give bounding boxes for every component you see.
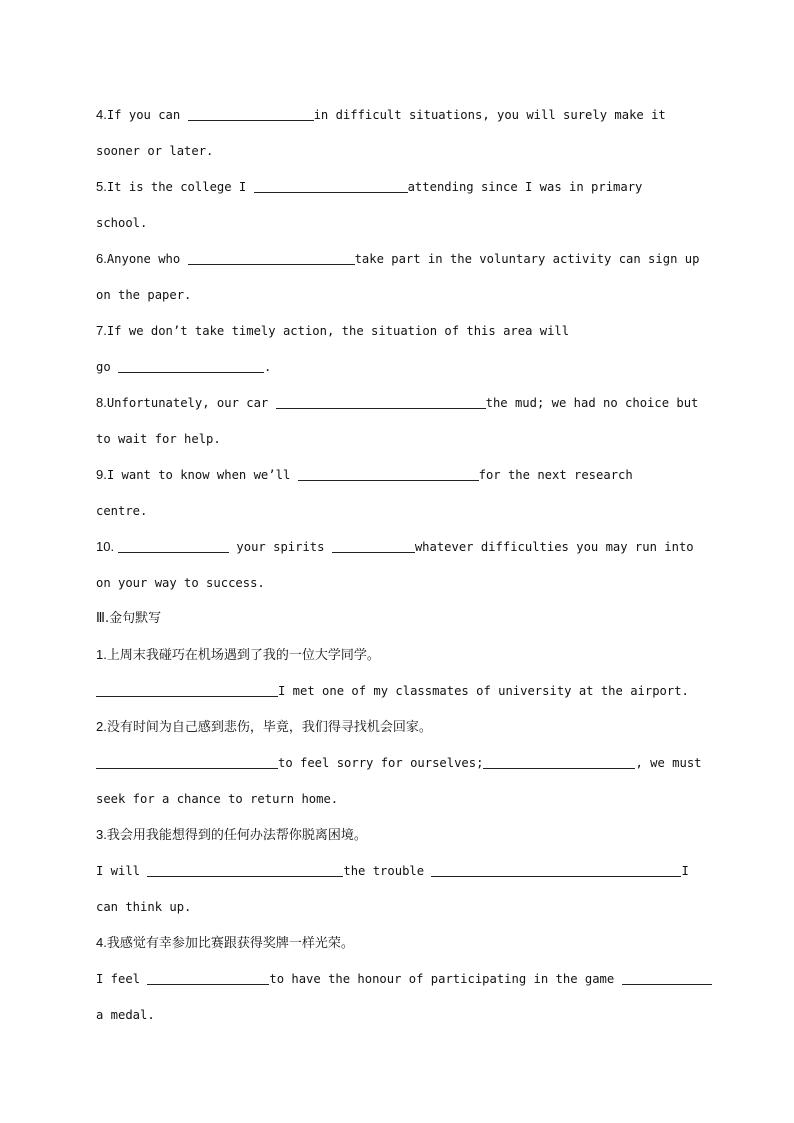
sentence-3-answer-line-1 [96, 853, 701, 889]
worksheet-page [96, 97, 701, 1033]
question-number: 7. [96, 323, 107, 338]
sentence-4-answer-line-1 [96, 961, 701, 997]
sentence-text: the trouble [343, 864, 432, 878]
answer-blank[interactable] [298, 466, 479, 481]
question-text: go [96, 360, 119, 374]
question-text: whatever difficulties you may run into [414, 540, 694, 554]
sentence-text: I feel [96, 972, 148, 986]
sentence-number: 1. [96, 647, 107, 662]
question-text: for the next research [478, 468, 633, 482]
chinese-prompt: 我会用我能想得到的任何办法帮你脱离困境。 [106, 828, 367, 843]
sentence-text: to have the honour of participating in the game [269, 972, 622, 986]
sentence-4-answer-line-2 [96, 997, 701, 1033]
sentence-text: I [681, 864, 689, 878]
question-text: It is the college I [106, 180, 254, 194]
sentence-text: can think up. [96, 900, 192, 914]
question-text: I want to know when we’ll [106, 468, 298, 482]
question-8-line-1 [96, 385, 701, 421]
question-6-line-1 [96, 241, 701, 277]
answer-blank[interactable] [118, 358, 264, 373]
sentence-text: I met one of my classmates of university at the airport. [278, 684, 689, 698]
sentence-1-prompt [96, 637, 701, 673]
answer-blank[interactable] [96, 682, 278, 697]
answer-blank[interactable] [118, 538, 229, 553]
sentence-text: I will [96, 864, 148, 878]
question-text: in difficult situations, you will surely make it [313, 108, 666, 122]
sentence-3-answer-line-2 [96, 889, 701, 925]
sentence-2-answer-line-1 [96, 745, 701, 781]
question-9-line-2 [96, 493, 701, 529]
question-text: your spirits [229, 540, 332, 554]
question-7-line-1 [96, 313, 701, 349]
question-text: Unfortunately, our car [106, 396, 276, 410]
question-number: 6. [96, 251, 107, 266]
question-6-line-2 [96, 277, 701, 313]
chinese-prompt: 没有时间为自己感到悲伤，毕竟，我们得寻找机会回家。 [106, 720, 432, 735]
question-text: Anyone who [106, 252, 188, 266]
sentence-1-answer-line [96, 673, 701, 709]
sentence-number: 3. [96, 827, 107, 842]
sentence-number: 2. [96, 719, 107, 734]
answer-blank[interactable] [147, 970, 269, 985]
question-text: . [264, 360, 272, 374]
sentence-text: a medal. [96, 1008, 155, 1022]
question-number: 5. [96, 179, 107, 194]
sentence-number: 4. [96, 935, 107, 950]
answer-blank[interactable] [188, 106, 314, 121]
sentence-2-prompt [96, 709, 701, 745]
question-10-line-1 [96, 529, 701, 565]
question-number: 4. [96, 107, 107, 122]
sentence-2-answer-line-2 [96, 781, 701, 817]
question-text: on your way to success. [96, 576, 265, 590]
question-text: sooner or later. [96, 144, 214, 158]
sentence-text: , we must [635, 756, 702, 770]
question-number: 9. [96, 467, 107, 482]
question-text: If we don’t take timely action, the situation of this area will [106, 324, 570, 338]
question-text: take part in the voluntary activity can sign up [354, 252, 700, 266]
question-text: the mud; we had no choice but [485, 396, 699, 410]
answer-blank[interactable] [622, 970, 712, 985]
question-text: attending since I was in primary [407, 180, 643, 194]
question-5-line-2 [96, 205, 701, 241]
chinese-prompt: 上周末我碰巧在机场遇到了我的一位大学同学。 [106, 648, 380, 663]
answer-blank[interactable] [188, 250, 355, 265]
answer-blank[interactable] [96, 754, 278, 769]
answer-blank[interactable] [483, 754, 635, 769]
sentence-3-prompt [96, 817, 701, 853]
question-5-line-1 [96, 169, 701, 205]
question-9-line-1 [96, 457, 701, 493]
sentence-text: seek for a chance to return home. [96, 792, 339, 806]
question-text: If you can [106, 108, 188, 122]
question-7-line-2 [96, 349, 701, 385]
answer-blank[interactable] [276, 394, 486, 409]
question-text: centre. [96, 504, 148, 518]
question-number: 10. [96, 539, 115, 554]
answer-blank[interactable] [254, 178, 408, 193]
section-heading: Ⅲ.金句默写 [96, 611, 162, 626]
answer-blank[interactable] [332, 538, 415, 553]
question-4-line-1 [96, 97, 701, 133]
sentence-4-prompt [96, 925, 701, 961]
question-text: to wait for help. [96, 432, 221, 446]
question-number: 8. [96, 395, 107, 410]
answer-blank[interactable] [431, 862, 681, 877]
question-text: on the paper. [96, 288, 192, 302]
answer-blank[interactable] [147, 862, 343, 877]
sentence-text: to feel sorry for ourselves; [278, 756, 484, 770]
question-text: school. [96, 216, 148, 230]
question-10-line-2 [96, 565, 701, 601]
question-8-line-2 [96, 421, 701, 457]
question-4-line-2 [96, 133, 701, 169]
chinese-prompt: 我感觉有幸参加比赛跟获得奖牌一样光荣。 [106, 936, 354, 951]
